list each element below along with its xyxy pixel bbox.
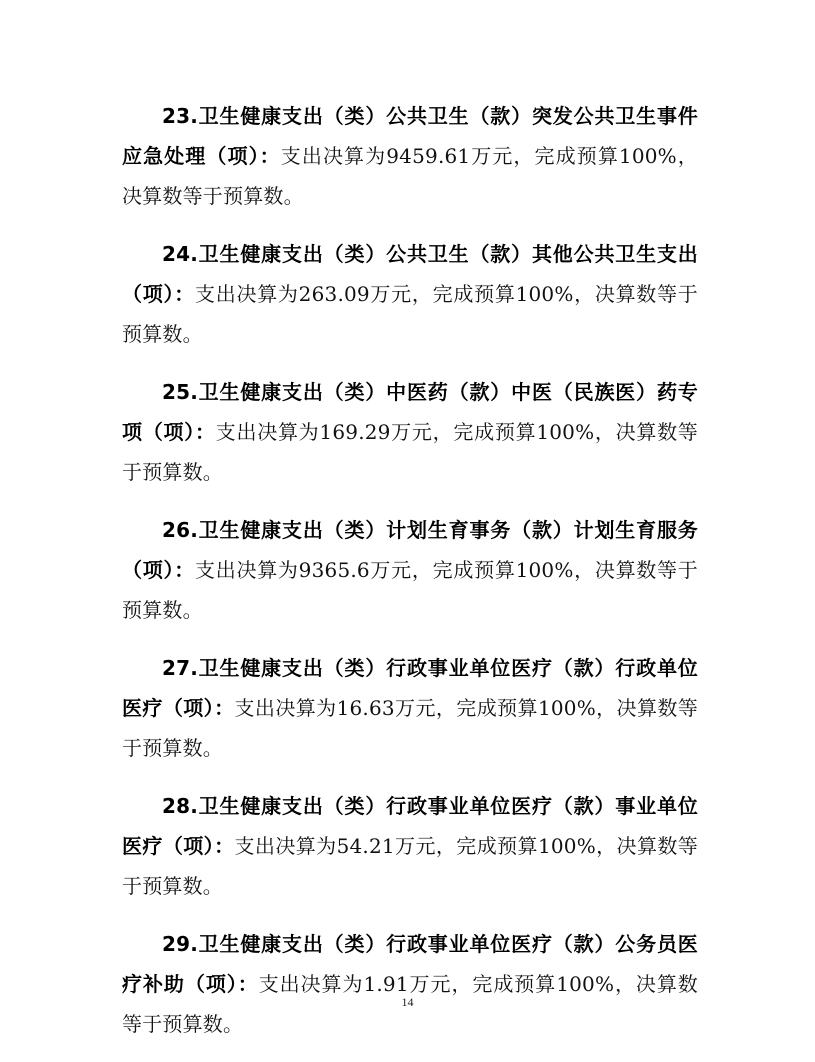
item-body: 支出决算为263.09万元，完成预算100%，决算数等于预算数。 xyxy=(122,282,698,346)
item-heading: 24.卫生健康支出（类）公共卫生（款）其他公共卫生支出（项）： xyxy=(122,242,698,306)
document-body xyxy=(122,96,698,1062)
item-body: 支出决算为9459.61万元，完成预算100%，决算数等于预算数。 xyxy=(122,144,698,208)
item-body: 支出决算为169.29万元，完成预算100%，决算数等于预算数。 xyxy=(122,420,699,484)
item-body: 支出决算为16.63万元，完成预算100%，决算数等于预算数。 xyxy=(122,696,699,760)
item-heading: 26.卫生健康支出（类）计划生育事务（款）计划生育服务（项）： xyxy=(122,518,698,582)
item-heading: 25.卫生健康支出（类）中医药（款）中医（民族医）药专项（项）： xyxy=(122,380,698,444)
item-heading: 23.卫生健康支出（类）公共卫生（款）突发公共卫生事件应急处理（项）： xyxy=(122,104,698,168)
item-body: 支出决算为1.91万元，完成预算100%，决算数等于预算数。 xyxy=(122,972,699,1036)
page-number: 14 xyxy=(401,995,414,1009)
item-23 xyxy=(122,96,698,216)
item-heading: 28.卫生健康支出（类）行政事业单位医疗（款）事业单位医疗（项）： xyxy=(122,794,698,858)
item-26 xyxy=(122,510,698,630)
item-29 xyxy=(122,924,698,1044)
item-24 xyxy=(122,234,698,354)
item-body: 支出决算为54.21万元，完成预算100%，决算数等于预算数。 xyxy=(122,834,699,898)
item-heading: 27.卫生健康支出（类）行政事业单位医疗（款）行政单位医疗（项）： xyxy=(122,656,698,720)
item-25 xyxy=(122,372,698,492)
item-heading: 29.卫生健康支出（类）行政事业单位医疗（款）公务员医疗补助（项）： xyxy=(122,932,698,996)
item-body: 支出决算为9365.6万元，完成预算100%，决算数等于预算数。 xyxy=(122,558,698,622)
item-28 xyxy=(122,786,698,906)
item-27 xyxy=(122,648,698,768)
